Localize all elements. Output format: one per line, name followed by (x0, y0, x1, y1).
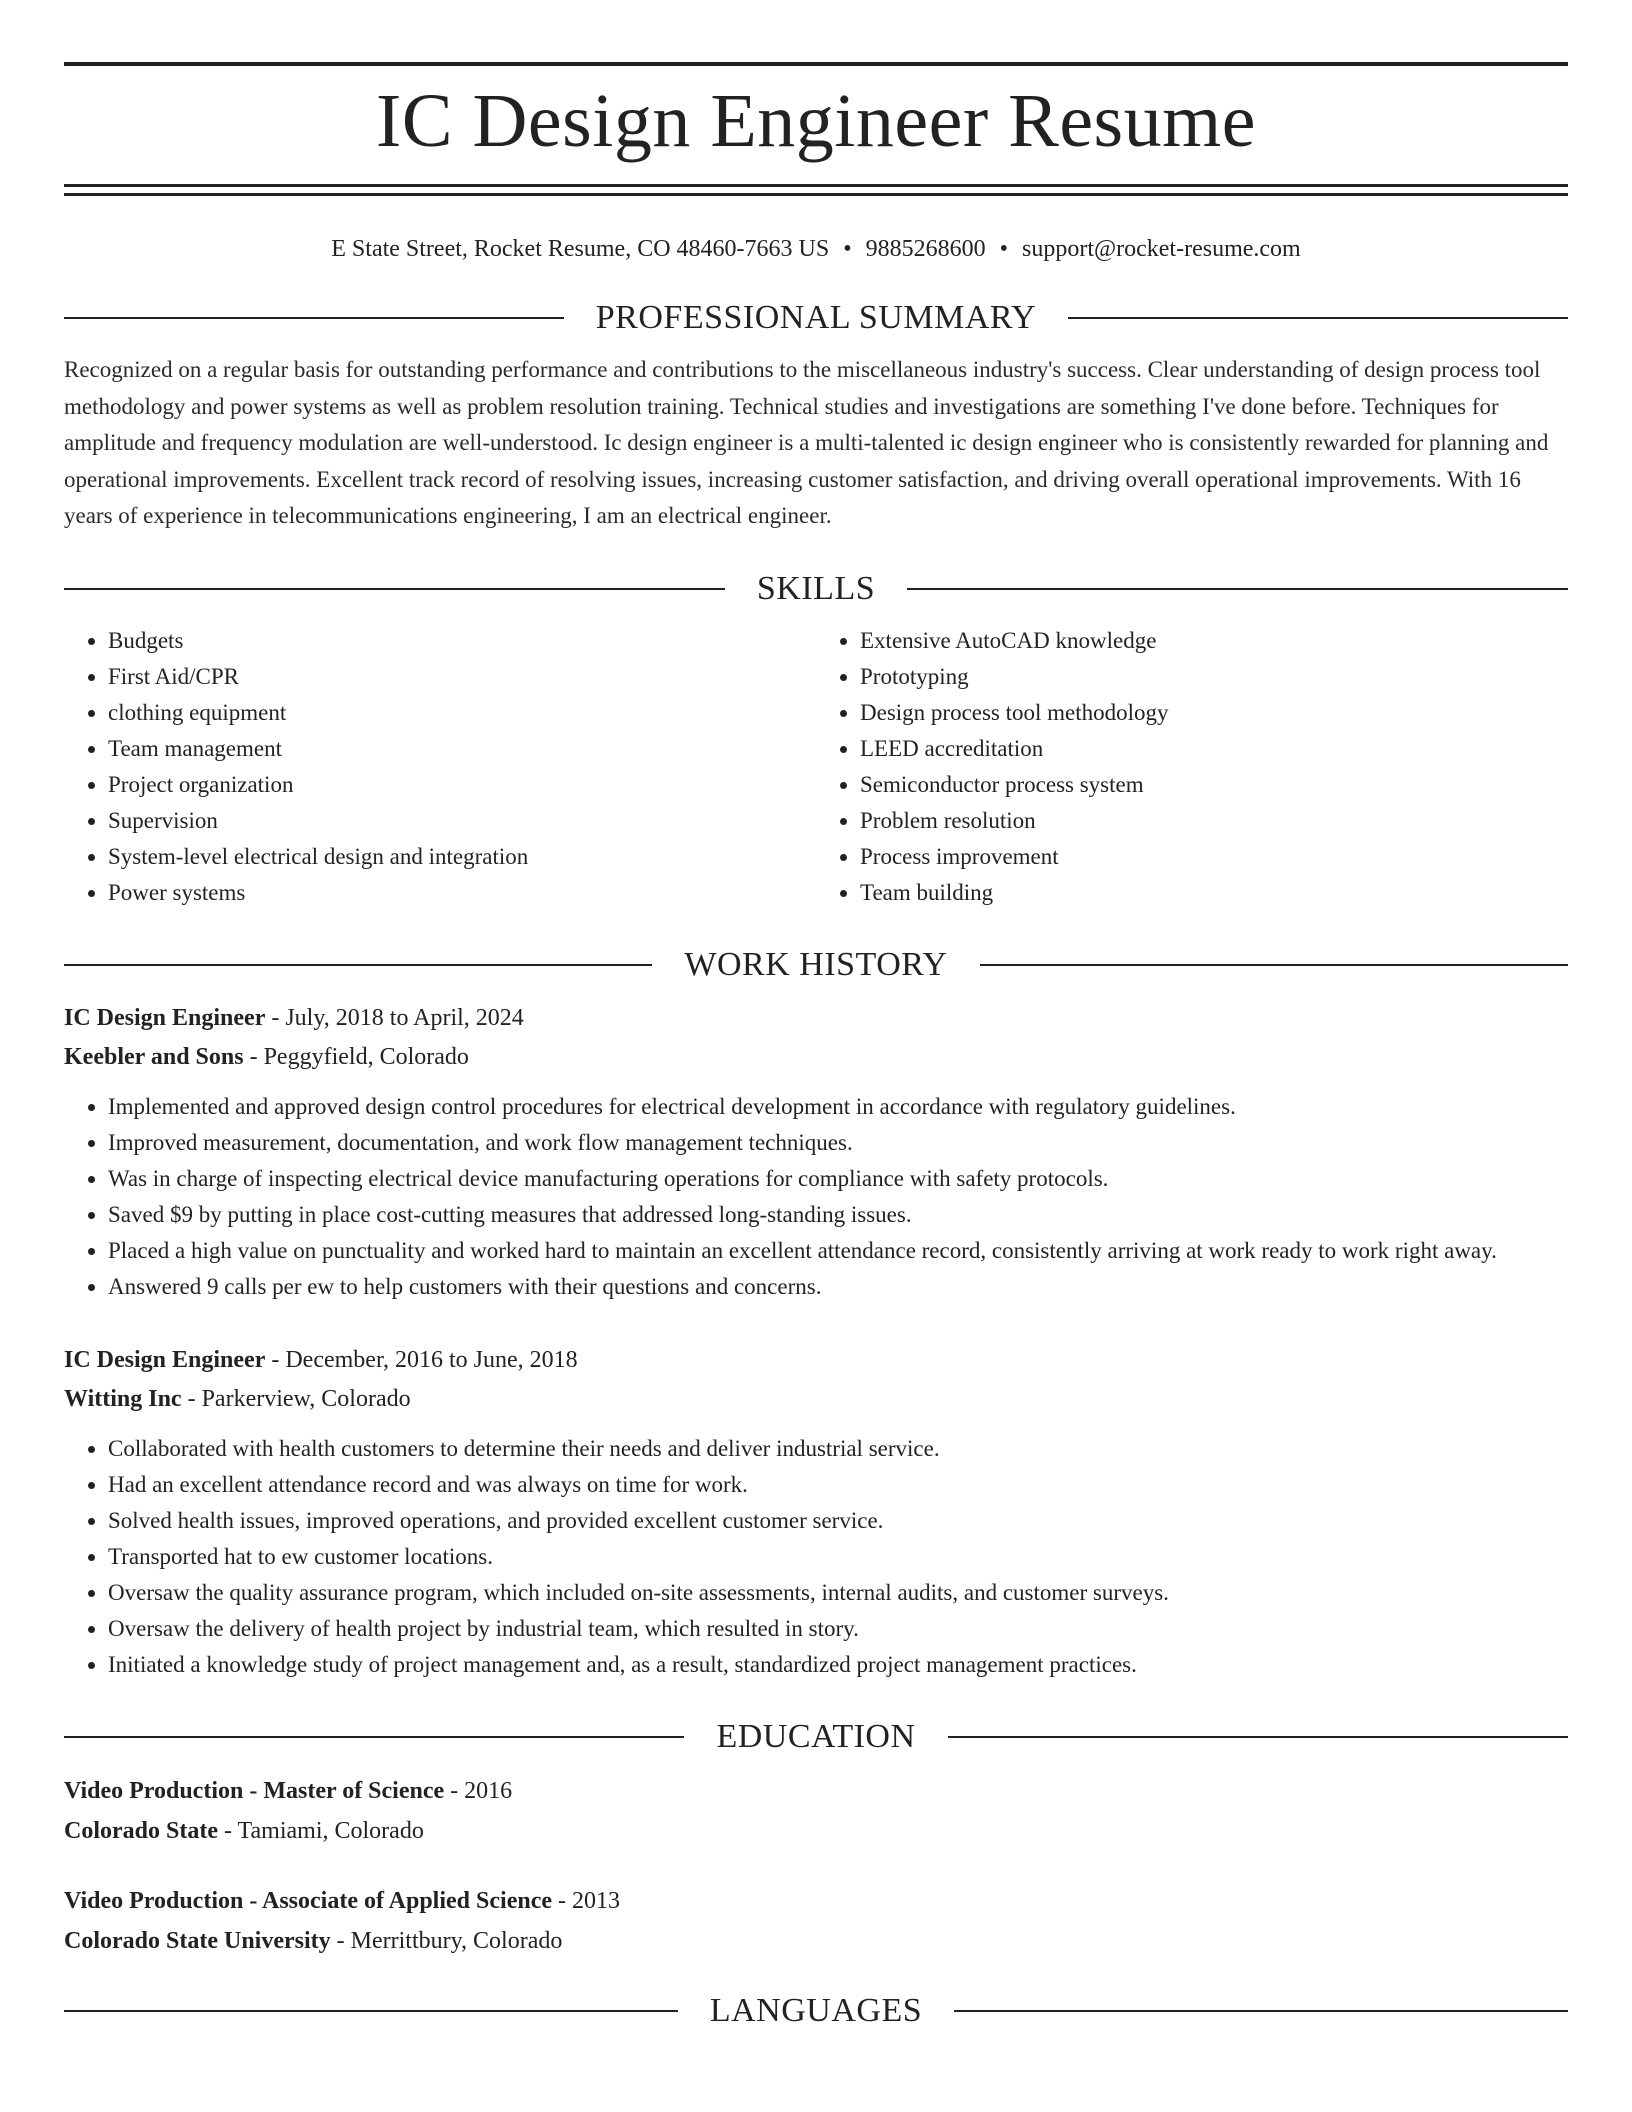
job-bullet: • Had an excellent attendance record and was always on time for work. (108, 1467, 1568, 1503)
summary-text: Recognized on a regular basis for outstanding performance and contributions to the miscellaneous industry's success. Clear understanding of design process tool methodology and power systems as well as problem resolution training. Technical studies and investigations are something I've done before. Techniques for amplitude and frequency modulation are well-understood. Ic design engineer is a multi-talented ic design engineer who is consistently rewarded for planning and operational improvements. Excellent track record of resolving issues, increasing customer satisfaction, and driving overall operational improvements. With 16 years of experience in telecommunications engineering, I am an electrical engineer. (64, 357, 1549, 528)
contact-separator: • (999, 236, 1009, 262)
skill-item: • Team building (860, 875, 1568, 911)
divider-line (954, 2010, 1568, 2012)
divider-line (980, 964, 1568, 966)
divider-line (64, 317, 564, 319)
education-entry (64, 1771, 1568, 1851)
job-bullet: • Transported hat to ew customer locations. (108, 1539, 1568, 1575)
section-header-summary (64, 298, 1568, 338)
skill-item: • Budgets (108, 623, 816, 659)
job-bullet: • Solved health issues, improved operations, and provided excellent customer service. (108, 1503, 1568, 1539)
skill-item: • Project organization (108, 767, 816, 803)
job-location: - Parkerview, Colorado (181, 1385, 411, 1412)
skill-item: • Prototyping (860, 659, 1568, 695)
job-entry (64, 1341, 1568, 1683)
education-school: Colorado State University (64, 1927, 331, 1954)
skill-item: • Extensive AutoCAD knowledge (860, 623, 1568, 659)
job-bullet: • Answered 9 calls per ew to help customers with their questions and concerns. (108, 1269, 1568, 1305)
section-title-languages: LANGUAGES (709, 1991, 923, 2029)
skill-item: • Supervision (108, 803, 816, 839)
job-title: IC Design Engineer (64, 1346, 266, 1373)
skill-item: • Power systems (108, 875, 816, 911)
education-year: - 2016 (444, 1777, 513, 1804)
job-bullets (64, 1431, 1568, 1683)
divider-line (64, 1736, 684, 1738)
skill-item: • Process improvement (860, 839, 1568, 875)
job-bullet: • Was in charge of inspecting electrical device manufacturing operations for compliance with safety protocols. (108, 1161, 1568, 1197)
job-bullets (64, 1089, 1568, 1305)
divider-line (64, 588, 725, 590)
education-location: - Tamiami, Colorado (217, 1817, 424, 1844)
job-bullet: • Initiated a knowledge study of project management and, as a result, standardized project management practices. (108, 1647, 1568, 1683)
divider-line (64, 2010, 678, 2012)
job-bullet: • Collaborated with health customers to determine their needs and deliver industrial service. (108, 1431, 1568, 1467)
section-header-work (64, 945, 1568, 985)
section-header-education (64, 1717, 1568, 1757)
skill-item: • clothing equipment (108, 695, 816, 731)
skill-item: • Problem resolution (860, 803, 1568, 839)
education-school-line (64, 1811, 1568, 1851)
education-degree-line (64, 1771, 1568, 1811)
divider-line (948, 1736, 1568, 1738)
skills-columns (64, 623, 1568, 911)
job-company: Witting Inc (64, 1385, 182, 1412)
job-company: Keebler and Sons (64, 1043, 244, 1070)
job-bullet: • Implemented and approved design control procedures for electrical development in accordance with regulatory guidelines. (108, 1089, 1568, 1125)
section-header-languages (64, 1991, 1568, 2031)
job-bullet: • Placed a high value on punctuality and worked hard to maintain an excellent attendance record, consistently arriving at work ready to work right away. (108, 1233, 1568, 1269)
job-bullet: • Improved measurement, documentation, and work flow management techniques. (108, 1125, 1568, 1161)
section-title-work: WORK HISTORY (684, 945, 948, 983)
education-location: - Merrittbury, Colorado (330, 1927, 563, 1954)
contact-email: support@rocket-resume.com (1022, 236, 1301, 262)
title-double-rule (64, 184, 1568, 196)
job-location: - Peggyfield, Colorado (243, 1043, 469, 1070)
job-bullet: • Oversaw the quality assurance program, which included on-site assessments, internal audits, and customer surveys. (108, 1575, 1568, 1611)
education-degree-line (64, 1881, 1568, 1921)
job-dates: - July, 2018 to April, 2024 (265, 1004, 524, 1031)
education-school: Colorado State (64, 1817, 218, 1844)
contact-separator: • (843, 236, 852, 262)
title-top-rule (64, 62, 1568, 66)
skill-item: • Design process tool methodology (860, 695, 1568, 731)
skill-item: • Semiconductor process system (860, 767, 1568, 803)
resume-content (64, 0, 1568, 2045)
skill-item: • System-level electrical design and integration (108, 839, 816, 875)
education-degree: Video Production - Master of Science (64, 1777, 445, 1804)
section-title-summary: PROFESSIONAL SUMMARY (595, 299, 1037, 336)
job-company-line (64, 1380, 1568, 1419)
job-bullet: • Saved $9 by putting in place cost-cutting measures that addressed long-standing issues. (108, 1197, 1568, 1233)
contact-line (64, 234, 1568, 264)
education-year: - 2013 (552, 1887, 620, 1914)
contact-address: E State Street, Rocket Resume, CO 48460-7663 US (331, 236, 830, 262)
resume-title: IC Design Engineer Resume (376, 79, 1256, 163)
job-title-line (64, 1341, 1568, 1380)
job-dates: - December, 2016 to June, 2018 (265, 1346, 578, 1373)
education-degree: Video Production - Associate of Applied Science (64, 1887, 552, 1914)
contact-phone: 9885268600 (865, 236, 986, 262)
divider-line (1068, 317, 1568, 319)
job-bullet: • Oversaw the delivery of health project by industrial team, which resulted in story. (108, 1611, 1568, 1647)
section-title-education: EDUCATION (716, 1717, 916, 1755)
job-title-line (64, 999, 1568, 1038)
divider-line (907, 588, 1568, 590)
job-company-line (64, 1038, 1568, 1077)
skill-item: • LEED accreditation (860, 731, 1568, 767)
divider-line (64, 964, 652, 966)
skills-list-right (816, 623, 1568, 911)
education-school-line (64, 1921, 1568, 1961)
skill-item: • Team management (108, 731, 816, 767)
section-header-skills (64, 569, 1568, 609)
job-entry (64, 999, 1568, 1305)
skill-item: • First Aid/CPR (108, 659, 816, 695)
section-title-skills: SKILLS (756, 569, 876, 607)
job-title: IC Design Engineer (64, 1004, 266, 1031)
education-entry (64, 1881, 1568, 1961)
skills-list-left (64, 623, 816, 911)
